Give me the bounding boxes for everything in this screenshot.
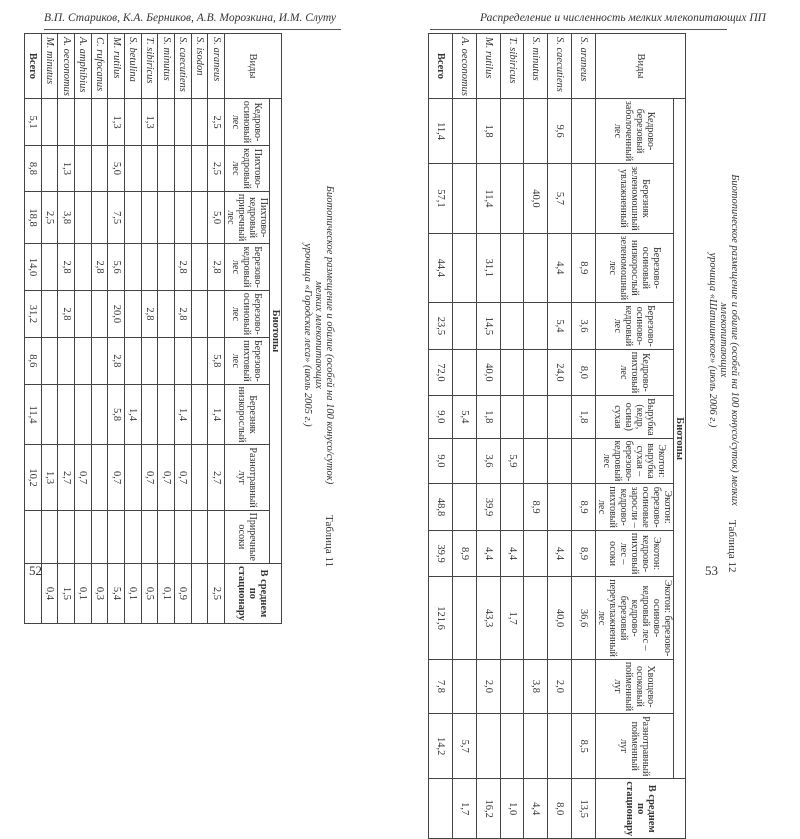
value-cell: 39,9 (476, 484, 500, 530)
species-name: C. rufocanus (91, 34, 108, 99)
table-row (58, 34, 75, 624)
value-cell: 0,7 (175, 445, 192, 510)
value-cell: 39,9 (429, 530, 453, 576)
value-cell: 14,5 (476, 303, 500, 350)
value-cell: 36,6 (572, 577, 596, 659)
value-cell (25, 510, 42, 563)
value-cell (125, 98, 142, 145)
value-cell: 43,3 (476, 577, 500, 659)
biotope-header: Березово-осиновый низкорослый зеленомошный лес (596, 233, 674, 302)
value-cell (452, 164, 476, 233)
value-cell (524, 714, 548, 779)
average-cell: 8,0 (548, 779, 572, 839)
species-name: A. amphibius (75, 34, 92, 99)
value-cell (524, 438, 548, 484)
biotope-header: Приречные осоки (225, 510, 270, 563)
header-rule (44, 29, 341, 30)
value-cell (75, 290, 92, 337)
value-cell: 1,3 (108, 98, 125, 145)
biotope-header: Березово-осиново-кедровый лес (596, 303, 674, 350)
value-cell: 8,6 (25, 338, 42, 385)
table-row (208, 34, 225, 624)
biotope-header: Пихтово-кедровый приречный лес (225, 191, 270, 243)
species-name: S. araneus (208, 34, 225, 99)
value-cell (158, 338, 175, 385)
value-cell: 3,6 (476, 438, 500, 484)
species-name: Всего (25, 34, 42, 99)
value-cell: 5,8 (208, 338, 225, 385)
value-cell (41, 384, 58, 445)
biotope-header: Разнотравный пойменный луг (596, 714, 674, 779)
value-cell (75, 384, 92, 445)
table-row (175, 34, 192, 624)
value-cell (175, 191, 192, 243)
value-cell: 5,9 (500, 438, 524, 484)
table-row (452, 34, 476, 839)
value-cell (191, 146, 208, 192)
value-cell (452, 438, 476, 484)
value-cell: 8,9 (452, 530, 476, 576)
value-cell: 0,7 (158, 445, 175, 510)
biotope-header: Березово-пихтовый лес (225, 338, 270, 385)
biotope-header-row (225, 34, 270, 624)
value-cell (500, 233, 524, 302)
table-11-caption (302, 170, 335, 500)
table-12 (428, 33, 686, 839)
value-cell: 5,7 (548, 164, 572, 233)
average-cell: 0,1 (125, 563, 142, 623)
value-cell (524, 303, 548, 350)
biotope-header-row (596, 34, 674, 839)
value-cell (500, 714, 524, 779)
average-cell: 16,2 (476, 779, 500, 839)
value-cell: 48,8 (429, 484, 453, 530)
species-name: S. minutus (158, 34, 175, 99)
biotope-header: Кедрово-березовый заболоченный лес (596, 98, 674, 163)
biotope-header: Экотон: березово-осиново-кедровый лес – кедрово-березовый переувлажненный лес (596, 577, 674, 659)
table-row (476, 34, 500, 839)
value-cell (208, 510, 225, 563)
value-cell: 9,0 (429, 438, 453, 484)
value-cell: 5,8 (108, 384, 125, 445)
value-cell: 3,8 (58, 191, 75, 243)
value-cell: 2,5 (208, 146, 225, 192)
value-cell: 9,6 (548, 98, 572, 163)
value-cell: 1,3 (141, 98, 158, 145)
value-cell (141, 510, 158, 563)
value-cell (158, 384, 175, 445)
value-cell (41, 338, 58, 385)
value-cell: 4,4 (476, 530, 500, 576)
table-row (500, 34, 524, 839)
average-cell: 0,9 (175, 563, 192, 623)
value-cell (125, 146, 142, 192)
value-cell: 8,9 (572, 233, 596, 302)
species-name: S. caecutiens (175, 34, 192, 99)
value-cell: 2,8 (175, 290, 192, 337)
table-row (429, 34, 453, 839)
value-cell (91, 384, 108, 445)
biotope-header: Экотон: вырубка сухая – березово-кедровый лес (596, 438, 674, 484)
value-cell (125, 445, 142, 510)
value-cell: 2,8 (91, 244, 108, 291)
value-cell (452, 349, 476, 395)
running-head-title: Распределение и численность мелких млекопитающих ПП (480, 12, 766, 24)
value-cell: 44,4 (429, 233, 453, 302)
running-head-authors: В.П. Стариков, К.А. Берников, А.В. Морозкина, И.М. Слуту (44, 12, 337, 24)
biotope-header: Кедрово-осиновый лес (225, 98, 270, 145)
header-biotopes: Биотопы (674, 98, 686, 778)
value-cell (41, 98, 58, 145)
value-cell (58, 510, 75, 563)
value-cell (175, 338, 192, 385)
value-cell (91, 445, 108, 510)
header-biotopes: Биотопы (270, 98, 282, 563)
value-cell: 1,4 (175, 384, 192, 445)
average-cell: 4,4 (524, 779, 548, 839)
value-cell: 40,0 (548, 577, 572, 659)
value-cell (141, 191, 158, 243)
value-cell (158, 146, 175, 192)
value-cell (191, 98, 208, 145)
left-page (0, 0, 400, 621)
value-cell (75, 510, 92, 563)
value-cell: 1,4 (208, 384, 225, 445)
species-name: M. rutilus (108, 34, 125, 99)
value-cell (572, 659, 596, 713)
value-cell (58, 384, 75, 445)
value-cell: 1,7 (500, 577, 524, 659)
average-cell: 0,1 (158, 563, 175, 623)
value-cell: 8,0 (572, 349, 596, 395)
value-cell: 1,4 (125, 384, 142, 445)
value-cell: 5,1 (25, 98, 42, 145)
species-name: M. rutilus (476, 34, 500, 99)
table-11 (24, 33, 282, 624)
value-cell: 23,5 (429, 303, 453, 350)
value-cell: 2,0 (548, 659, 572, 713)
value-cell (175, 98, 192, 145)
value-cell (58, 98, 75, 145)
value-cell (548, 484, 572, 530)
table-row (141, 34, 158, 624)
value-cell: 31,2 (25, 290, 42, 337)
table-12-container (428, 33, 686, 839)
value-cell: 1,8 (572, 396, 596, 438)
table-row (524, 34, 548, 839)
value-cell: 1,3 (58, 146, 75, 192)
value-cell (191, 290, 208, 337)
value-cell (125, 244, 142, 291)
value-cell (524, 233, 548, 302)
table-row (572, 34, 596, 839)
value-cell (141, 146, 158, 192)
value-cell (75, 338, 92, 385)
value-cell (158, 191, 175, 243)
value-cell: 10,2 (25, 445, 42, 510)
biotope-header: Кедрово-пихтовый лес (596, 349, 674, 395)
value-cell (524, 577, 548, 659)
average-cell (191, 563, 208, 623)
value-cell (500, 349, 524, 395)
species-name: Всего (429, 34, 453, 99)
header-species: Виды (225, 34, 282, 99)
value-cell (125, 510, 142, 563)
biotope-header: Хвощево-осоковый пойменный луг (596, 659, 674, 713)
value-cell (41, 244, 58, 291)
value-cell (141, 384, 158, 445)
value-cell (548, 714, 572, 779)
value-cell (452, 98, 476, 163)
value-cell (41, 146, 58, 192)
value-cell (75, 98, 92, 145)
value-cell: 18,8 (25, 191, 42, 243)
value-cell (125, 191, 142, 243)
value-cell: 5,6 (108, 244, 125, 291)
value-cell (75, 244, 92, 291)
species-name: S. araneus (572, 34, 596, 99)
value-cell: 8,9 (524, 484, 548, 530)
value-cell (548, 396, 572, 438)
biotope-header: Пихтово-кедровый лес (225, 146, 270, 192)
value-cell (108, 510, 125, 563)
species-name: S. caecutiens (548, 34, 572, 99)
value-cell: 24,0 (548, 349, 572, 395)
value-cell: 20,0 (108, 290, 125, 337)
header-rule (430, 29, 727, 30)
species-name: S. isodon (191, 34, 208, 99)
table-row (91, 34, 108, 624)
value-cell: 121,6 (429, 577, 453, 659)
value-cell (158, 244, 175, 291)
value-cell: 40,0 (524, 164, 548, 233)
value-cell (524, 98, 548, 163)
page-number-right: 53 (705, 563, 718, 578)
value-cell: 2,8 (58, 290, 75, 337)
average-cell: 0,3 (91, 563, 108, 623)
table-row (125, 34, 142, 624)
value-cell: 1,8 (476, 98, 500, 163)
value-cell (91, 338, 108, 385)
caption-line-1: Биотопическое размещение и обилие (особей на 100 конусо/суток) мелких млекопитающих (313, 185, 335, 485)
average-cell (429, 779, 453, 839)
value-cell (572, 164, 596, 233)
value-cell: 0,7 (141, 445, 158, 510)
value-cell (158, 290, 175, 337)
value-cell: 0,7 (108, 445, 125, 510)
value-cell: 4,4 (500, 530, 524, 576)
biotope-header: Вырубка (кедр, осина) сухая (596, 396, 674, 438)
value-cell (191, 191, 208, 243)
value-cell: 7,8 (429, 659, 453, 713)
value-cell (91, 290, 108, 337)
value-cell (41, 290, 58, 337)
value-cell: 2,0 (476, 659, 500, 713)
value-cell (125, 290, 142, 337)
species-name: M. minutus (41, 34, 58, 99)
value-cell: 5,0 (108, 146, 125, 192)
value-cell (91, 146, 108, 192)
value-cell: 8,8 (25, 146, 42, 192)
value-cell: 14,0 (25, 244, 42, 291)
value-cell: 5,4 (452, 396, 476, 438)
value-cell (208, 290, 225, 337)
value-cell (141, 244, 158, 291)
table-row (548, 34, 572, 839)
biotope-header: Экотон: кедрово-пихтовый лес – осоки (596, 530, 674, 576)
value-cell (191, 510, 208, 563)
average-cell: 0,5 (141, 563, 158, 623)
species-name: T. sibiricus (500, 34, 524, 99)
value-cell (476, 714, 500, 779)
value-cell (191, 338, 208, 385)
value-cell: 8,5 (572, 714, 596, 779)
value-cell: 2,7 (208, 445, 225, 510)
species-name: S. betulina (125, 34, 142, 99)
value-cell: 5,4 (548, 303, 572, 350)
average-cell: 1,5 (58, 563, 75, 623)
header-average: В среднем по стационару (596, 779, 686, 839)
biotope-header: Березово-кедровый лес (225, 244, 270, 291)
value-cell (158, 98, 175, 145)
value-cell (452, 303, 476, 350)
caption-line-1: Биотопическое размещение и обилие (особей на 100 конусо/суток) мелких млекопитающих (718, 174, 740, 506)
value-cell (548, 438, 572, 484)
value-cell: 2,8 (141, 290, 158, 337)
value-cell (91, 98, 108, 145)
value-cell: 11,4 (429, 98, 453, 163)
value-cell (452, 577, 476, 659)
value-cell (191, 244, 208, 291)
average-cell: 2,5 (208, 563, 225, 623)
value-cell (158, 510, 175, 563)
species-name: T. sibiricus (141, 34, 158, 99)
value-cell (91, 191, 108, 243)
value-cell: 9,0 (429, 396, 453, 438)
average-cell: 1,7 (452, 779, 476, 839)
value-cell (500, 659, 524, 713)
biotope-header: Березняк зеленомошный увлажненный (596, 164, 674, 233)
biotope-header: Березняк низкорослый (225, 384, 270, 445)
average-cell: 0,1 (75, 563, 92, 623)
value-cell (524, 349, 548, 395)
value-cell (58, 338, 75, 385)
table-11-container (24, 33, 282, 624)
value-cell: 8,9 (572, 530, 596, 576)
value-cell (500, 484, 524, 530)
value-cell (75, 146, 92, 192)
value-cell: 0,7 (75, 445, 92, 510)
value-cell: 2,8 (58, 244, 75, 291)
value-cell (500, 164, 524, 233)
value-cell (572, 438, 596, 484)
value-cell: 3,6 (572, 303, 596, 350)
value-cell: 1,3 (41, 445, 58, 510)
value-cell: 72,0 (429, 349, 453, 395)
table-row (25, 34, 42, 624)
table-row (108, 34, 125, 624)
right-page (400, 0, 800, 837)
value-cell: 4,4 (548, 233, 572, 302)
value-cell (452, 484, 476, 530)
table-row (191, 34, 208, 624)
header-species: Виды (596, 34, 686, 99)
value-cell: 5,7 (452, 714, 476, 779)
table-row (158, 34, 175, 624)
value-cell (41, 510, 58, 563)
value-cell (500, 396, 524, 438)
value-cell: 4,4 (548, 530, 572, 576)
biotope-header: Разнотравный луг (225, 445, 270, 510)
table-11-number: Таблица 11 (323, 515, 335, 568)
value-cell: 11,4 (25, 384, 42, 445)
value-cell: 1,8 (476, 396, 500, 438)
value-cell (191, 445, 208, 510)
table-12-caption (707, 170, 740, 510)
value-cell: 40,0 (476, 349, 500, 395)
species-name: S. minutus (524, 34, 548, 99)
species-name: A. oeconomus (452, 34, 476, 99)
value-cell (572, 98, 596, 163)
value-cell: 8,9 (572, 484, 596, 530)
average-cell: 1,0 (500, 779, 524, 839)
value-cell (500, 303, 524, 350)
value-cell: 2,7 (58, 445, 75, 510)
header-average: В среднем по стационару (225, 563, 282, 623)
value-cell (141, 338, 158, 385)
value-cell (75, 191, 92, 243)
biotope-header: Экотон: березово-осиновые заросли – кедрово-пихтовый лес (596, 484, 674, 530)
value-cell: 2,5 (208, 98, 225, 145)
table-12-body (429, 34, 596, 839)
value-cell: 5,0 (208, 191, 225, 243)
table-11-body (25, 34, 225, 624)
value-cell (191, 384, 208, 445)
average-cell: 5,4 (108, 563, 125, 623)
value-cell (91, 510, 108, 563)
value-cell: 2,8 (108, 338, 125, 385)
average-cell: 13,5 (572, 779, 596, 839)
species-name: A. oeconomus (58, 34, 75, 99)
table-row (75, 34, 92, 624)
value-cell: 11,4 (476, 164, 500, 233)
value-cell: 2,8 (208, 244, 225, 291)
value-cell: 2,8 (175, 244, 192, 291)
value-cell (452, 233, 476, 302)
table-12-number: Таблица 12 (726, 520, 738, 573)
caption-line-2: урочища «Шапшинское» (июль 2006 г.) (707, 252, 718, 428)
table-row (41, 34, 58, 624)
value-cell (524, 530, 548, 576)
value-cell: 57,1 (429, 164, 453, 233)
average-cell: 0,4 (41, 563, 58, 623)
value-cell: 3,8 (524, 659, 548, 713)
value-cell (500, 98, 524, 163)
value-cell: 31,1 (476, 233, 500, 302)
value-cell: 14,2 (429, 714, 453, 779)
value-cell (175, 510, 192, 563)
value-cell (524, 396, 548, 438)
value-cell (125, 338, 142, 385)
value-cell (452, 659, 476, 713)
value-cell: 2,5 (41, 191, 58, 243)
caption-line-2: урочища «Городские леса» (июль 2005 г.) (302, 243, 313, 427)
biotope-header: Березово-осиновый лес (225, 290, 270, 337)
value-cell (175, 146, 192, 192)
value-cell: 7,5 (108, 191, 125, 243)
page-number-left: 52 (29, 563, 42, 578)
